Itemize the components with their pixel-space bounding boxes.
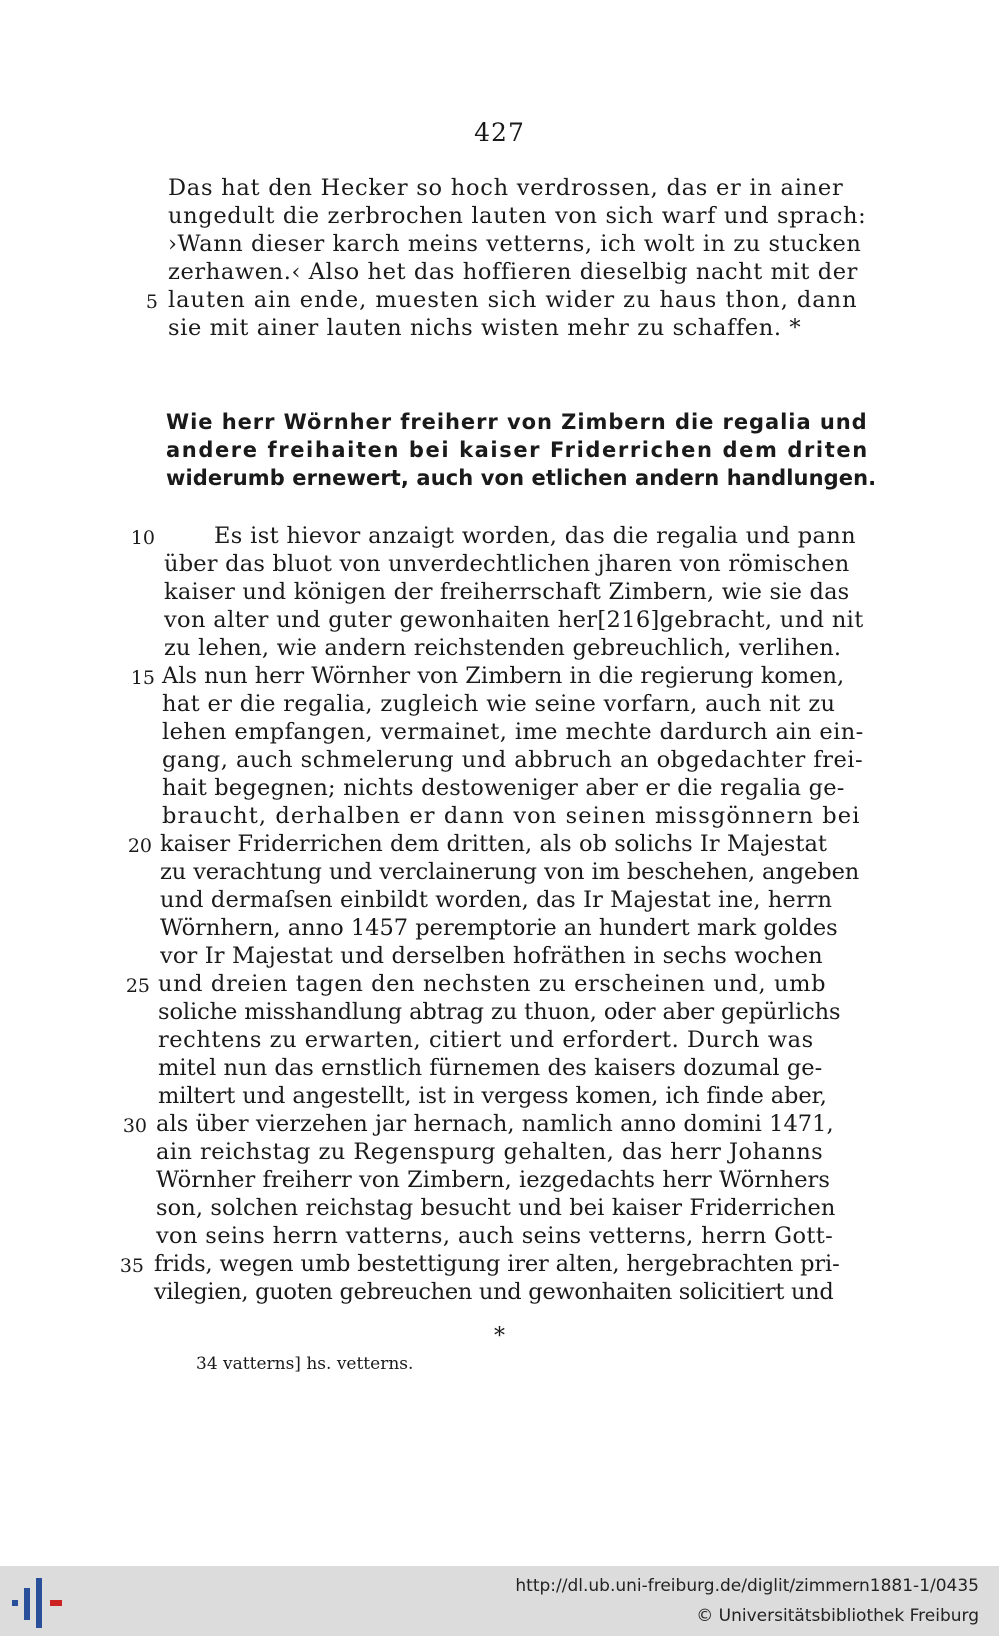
text-line: hat er die regalia, zugleich wie seine vorfarn, auch nit zu bbox=[162, 691, 836, 717]
text-line: braucht, derhalben er dann von seinen missgönnern bei bbox=[162, 803, 861, 829]
heading-line: Wie herr Wörnher freiherr von Zimbern die regalia und bbox=[166, 410, 868, 434]
text-line: und dermaſsen einbildt worden, das Ir Majestat ine, herrn bbox=[160, 887, 833, 913]
text-line: gang, auch schmelerung und abbruch an obgedachter frei- bbox=[162, 747, 864, 773]
text-line: zerhawen.‹ Also het das hoffieren dieselbig nacht mit der bbox=[168, 259, 859, 285]
text-line: rechtens zu erwarten, citiert und erfordert. Durch was bbox=[158, 1027, 814, 1053]
text-line: Das hat den Hecker so hoch verdrossen, das er in ainer bbox=[168, 175, 844, 201]
footer-bar bbox=[0, 1566, 999, 1636]
text-line: soliche misshandlung abtrag zu thuon, oder aber gepürlichs bbox=[158, 999, 841, 1025]
text-line: Als nun herr Wörnher von Zimbern in die regierung komen, bbox=[162, 663, 845, 689]
text-line: von alter und guter gewonhaiten her[216]gebracht, und nit bbox=[164, 607, 864, 633]
heading-line: andere freihaiten bei kaiser Friderrichen dem driten bbox=[166, 438, 869, 462]
line-number: 35 bbox=[119, 1255, 144, 1277]
text-line: ain reichstag zu Regenspurg gehalten, das herr Johanns bbox=[156, 1139, 824, 1165]
source-url-link[interactable]: http://dl.ub.uni-freiburg.de/diglit/zimmern1881-1/0435 bbox=[515, 1576, 979, 1596]
text-line: zu verachtung und verclainerung von im beschehen, angeben bbox=[160, 859, 860, 885]
text-line: lehen empfangen, vermainet, ime mechte dardurch ain ein- bbox=[162, 719, 864, 745]
text-line: ungedult die zerbrochen lauten von sich warf und sprach: bbox=[168, 203, 867, 229]
text-line: frids, wegen umb bestettigung irer alten, hergebrachten pri- bbox=[154, 1251, 840, 1277]
text-line: kaiser und königen der freiherrschaft Zimbern, wie sie das bbox=[164, 579, 850, 605]
footnote: 34 vatterns] hs. vetterns. bbox=[196, 1354, 414, 1374]
line-number: 25 bbox=[125, 975, 150, 997]
line-number: 20 bbox=[127, 835, 152, 857]
text-line: und dreien tagen den nechsten zu erscheinen und, umb bbox=[158, 971, 827, 997]
text-line: ›Wann dieser karch meins vetterns, ich wolt in zu stucken bbox=[168, 231, 862, 257]
text-line: als über vierzehen jar hernach, namlich anno domini 1471, bbox=[156, 1111, 834, 1137]
text-line: von seins herrn vatterns, auch seins vetterns, herrn Gott- bbox=[156, 1223, 834, 1249]
copyright-text: © Universitätsbibliothek Freiburg bbox=[696, 1606, 979, 1626]
text-line: lauten ain ende, muesten sich wider zu haus thon, dann bbox=[168, 287, 858, 313]
text-line: über das bluot von unverdechtlichen jharen von römischen bbox=[164, 551, 850, 577]
page-number: 427 bbox=[474, 118, 525, 147]
heading-line: widerumb ernewert, auch von etlichen andern handlungen. bbox=[166, 466, 877, 490]
line-number: 15 bbox=[130, 667, 155, 689]
signature-mark: * bbox=[494, 1324, 505, 1349]
text-line: kaiser Friderrichen dem dritten, als ob solichs Ir Majestat bbox=[160, 831, 828, 857]
text-line: son, solchen reichstag besucht und bei kaiser Friderrichen bbox=[156, 1195, 836, 1221]
text-line: Wörnhern, anno 1457 peremptorie an hundert mark goldes bbox=[160, 915, 838, 941]
text-line: hait begegnen; nichts destoweniger aber er die regalia ge- bbox=[162, 775, 845, 801]
text-line: vilegien, guoten gebreuchen und gewonhaiten solicitiert und bbox=[154, 1279, 834, 1305]
line-number: 30 bbox=[122, 1115, 147, 1137]
line-number: 10 bbox=[130, 527, 155, 549]
text-line: mitel nun das ernstlich fürnemen des kaisers dozumal ge- bbox=[158, 1055, 823, 1081]
text-line: sie mit ainer lauten nichs wisten mehr zu schaffen. * bbox=[168, 315, 802, 341]
ub-freiburg-logo-icon bbox=[6, 1578, 64, 1628]
text-line: Wörnher freiherr von Zimbern, iezgedachts herr Wörnhers bbox=[156, 1167, 830, 1193]
text-line: Es ist hievor anzaigt worden, das die regalia und pann bbox=[214, 523, 856, 549]
text-line: miltert und angestellt, ist in vergess komen, ich finde aber, bbox=[158, 1083, 827, 1109]
line-number: 5 bbox=[145, 291, 158, 313]
text-line: zu lehen, wie andern reichstenden gebreuchlich, verlihen. bbox=[164, 635, 842, 661]
text-line: vor Ir Majestat und derselben hofräthen in sechs wochen bbox=[160, 943, 823, 969]
